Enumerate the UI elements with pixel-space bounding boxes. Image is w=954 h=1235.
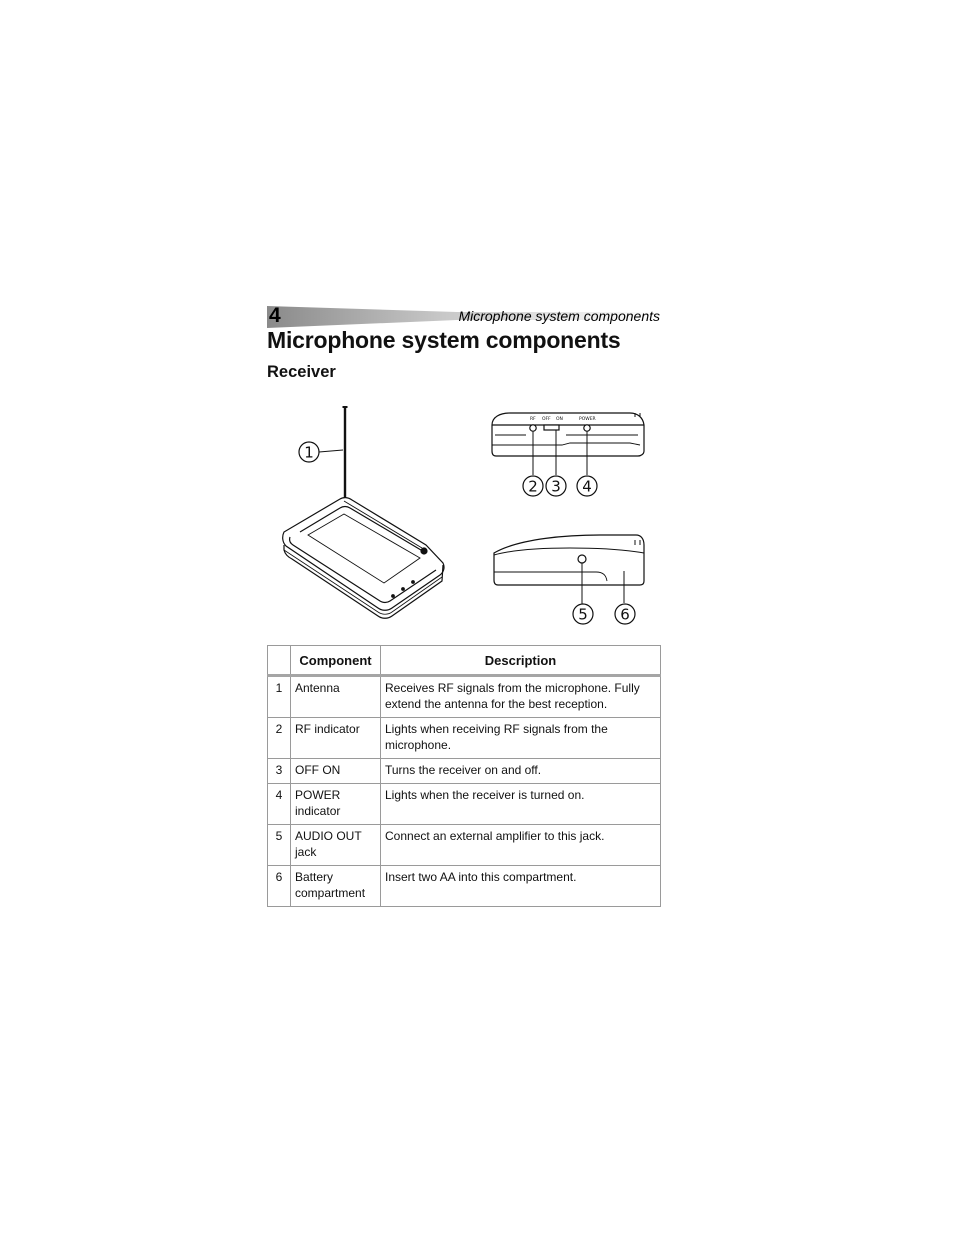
row-component: POWER indicator [291, 784, 381, 825]
svg-text:4: 4 [582, 477, 592, 496]
callout-4 [577, 476, 597, 496]
row-description: Insert two AA into this compartment. [381, 866, 661, 907]
receiver-side-view [494, 535, 644, 605]
row-description: Receives RF signals from the microphone. Fully extend the antenna for the best reception. [381, 676, 661, 718]
callout-1 [299, 442, 343, 462]
row-component: Battery compartment [291, 866, 381, 907]
row-number: 2 [268, 718, 291, 759]
row-component: OFF ON [291, 759, 381, 784]
table-row [268, 784, 661, 825]
callout-3 [546, 476, 566, 496]
header-component: Component [291, 646, 381, 676]
off-label: OFF [542, 417, 551, 422]
callout-2 [523, 476, 543, 496]
row-number: 1 [268, 676, 291, 718]
row-number: 4 [268, 784, 291, 825]
receiver-front-view [492, 413, 644, 475]
row-number: 5 [268, 825, 291, 866]
callout-6 [615, 604, 635, 624]
row-component: RF indicator [291, 718, 381, 759]
row-component: AUDIO OUT jack [291, 825, 381, 866]
table-row [268, 759, 661, 784]
section-title: Receiver [267, 363, 336, 381]
header-number [268, 646, 291, 676]
row-description: Turns the receiver on and off. [381, 759, 661, 784]
receiver-illustration [270, 395, 660, 630]
row-number: 6 [268, 866, 291, 907]
row-description: Lights when receiving RF signals from the microphone. [381, 718, 661, 759]
table-row [268, 825, 661, 866]
svg-text:3: 3 [551, 477, 561, 496]
running-title: Microphone system components [458, 308, 660, 324]
power-label: POWER [579, 417, 596, 422]
table-row [268, 718, 661, 759]
page-title: Microphone system components [267, 327, 621, 353]
row-number: 3 [268, 759, 291, 784]
on-label: ON [556, 417, 563, 422]
table-header-row [268, 646, 661, 676]
row-component: Antenna [291, 676, 381, 718]
receiver-figure [270, 395, 660, 630]
svg-text:5: 5 [578, 605, 588, 624]
receiver-perspective-drawing [283, 407, 444, 618]
svg-text:2: 2 [528, 477, 538, 496]
svg-text:6: 6 [620, 605, 630, 624]
table-row [268, 676, 661, 718]
running-header [267, 306, 660, 328]
rf-label: RF [530, 417, 536, 422]
components-table [267, 645, 661, 907]
header-description: Description [381, 646, 661, 676]
row-description: Connect an external amplifier to this jack. [381, 825, 661, 866]
svg-text:1: 1 [304, 443, 314, 462]
callout-5 [573, 604, 593, 624]
table-row [268, 866, 661, 907]
page-number: 4 [269, 304, 281, 327]
row-description: Lights when the receiver is turned on. [381, 784, 661, 825]
